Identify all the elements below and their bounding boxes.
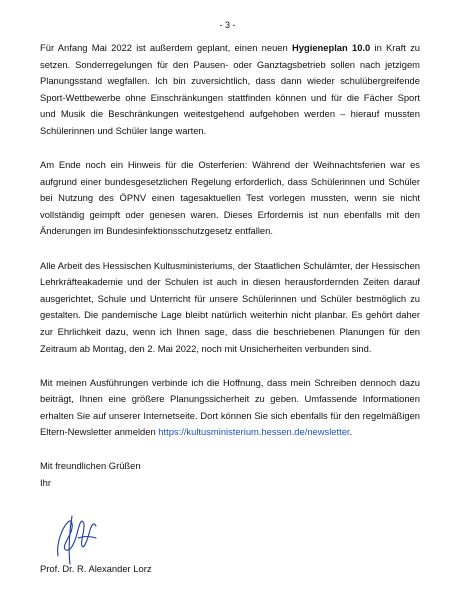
closing-ihr: Ihr <box>40 477 51 489</box>
handwritten-signature <box>52 508 100 566</box>
page-number: - 3 - <box>219 20 236 30</box>
hygieneplan-bold: Hygieneplan 10.0 <box>292 42 371 53</box>
paragraph-osterferien: Am Ende noch ein Hinweis für die Osterferien: Während der Weihnachtsferien war es aufgrund einer bundesgesetzlichen Regelung erforderlich, dass Schülerinnen und Schüler bei Nutzung des ÖPNV einen tagesaktuellen Test vorlegen mussten, wenn sie nicht vollständig geimpft oder genesen waren. Dieses Erfordernis ist nun ebenfalls mit den Änderungen im Bundesinfektionsschutzgesetz entfallen. <box>40 159 420 237</box>
paragraph-newsletter <box>40 375 420 441</box>
signature-stroke <box>58 516 96 564</box>
paragraph-hygieneplan <box>40 40 420 140</box>
p1-text-before: Für Anfang Mai 2022 ist außerdem geplant, einen neuen <box>40 42 292 53</box>
closing-greeting: Mit freundlichen Grüßen <box>40 460 141 472</box>
p4-text-after: . <box>349 426 353 438</box>
paragraph-arbeit: Alle Arbeit des Hessischen Kultusministeriums, der Staatlichen Schulämter, der Hessischen Lehrkräfteakademie und der Schulen ist auch in diesen herausfordernden Zeiten darauf ausgerichtet, Schule und Unterricht für unsere Schülerinnen und Schüler bestmöglich zu gestalten. Die pandemische Lage bleibt natürlich weiterhin nicht planbar. Es gehört daher zur Ehrlichkeit dazu, wenn ich Ihnen sage, dass die beschriebenen Planungen für den Zeitraum ab Montag, den 2. Mai 2022, noch mit Unsicherheiten verbunden sind. <box>40 259 420 354</box>
signer-name: Prof. Dr. R. Alexander Lorz <box>40 563 152 574</box>
p1-text-after: in Kraft zu setzen. Sonderregelungen für den Pausen- oder Ganztagsbetrieb sollen nach jetzigem Planungsstand wegfallen. Ich bin zuversichtlich, dass dann wieder schulübergreifende Sport-Wettbewerbe ohne Einschränkungen stattfinden können und für die Fächer Sport und Musik die Beschränkungen weitestgehend aufgehoben werden – hierauf mussten Schülerinnen und Schüler lange warten. <box>40 42 421 136</box>
letter-body <box>40 40 420 492</box>
p4-text-before: Mit meinen Ausführungen verbinde ich die Hoffnung, dass mein Schreiben dennoch dazu beiträgt, Ihnen eine größere Planungssicherheit zu geben. Umfassende Informationen erhalten Sie auf unserer Internetseite. Dort können Sie sich ebenfalls für den regelmäßigen Eltern-Newsletter anmelden <box>40 376 420 438</box>
newsletter-link[interactable]: https://kultusministerium.hessen.de/newsletter <box>158 426 350 438</box>
